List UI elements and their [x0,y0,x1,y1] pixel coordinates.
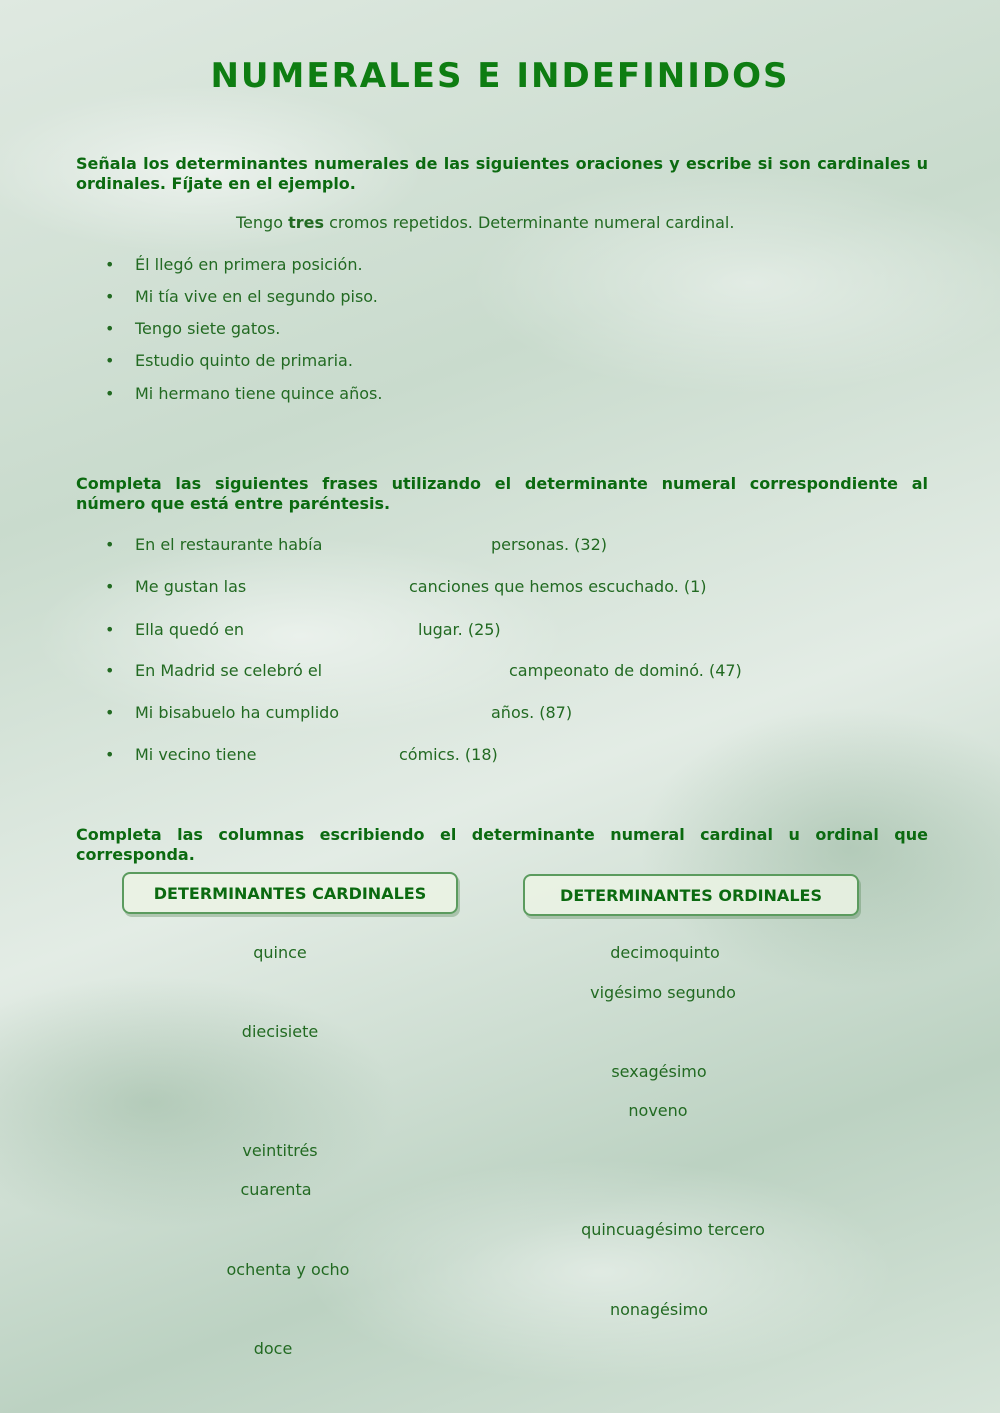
section2-item-after: canciones que hemos escuchado. (1) [409,577,707,596]
cardinal-cell: cuarenta [240,1180,312,1199]
bullet-icon: • [105,319,115,338]
cardinal-cell: ochenta y ocho [226,1260,350,1279]
ordinal-cell: quincuagésimo tercero [581,1220,765,1239]
section1-instruction: Señala los determinantes numerales de las siguientes oraciones y escribe si son cardinales u ordinales. Fíjate en el ejemplo. [76,154,928,193]
bullet-icon: • [105,577,115,596]
example-before: Tengo [236,213,283,232]
cardinal-cell: doce [253,1339,293,1358]
section2-item: • En el restaurante había [105,535,323,554]
bullet-icon: • [105,661,115,680]
bullet-icon: • [105,620,115,639]
section1-item: • Mi tía vive en el segundo piso. [105,287,378,306]
bullet-icon: • [105,255,115,274]
section2-item: • Mi bisabuelo ha cumplido [105,703,340,722]
ordinal-cell: decimoquinto [610,943,720,962]
ordinal-cell: sexagésimo [611,1062,707,1081]
bullet-icon: • [105,535,115,554]
cardinal-cell: quince [253,943,307,962]
cardinal-cell: diecisiete [241,1022,319,1041]
ordinal-cell: noveno [628,1101,688,1120]
ordinal-cell: vigésimo segundo [590,983,736,1002]
section1-item: • Tengo siete gatos. [105,319,281,338]
section2-item-after: años. (87) [491,703,573,722]
example-sentence [236,213,734,232]
section3-instruction: Completa las columnas escribiendo el determinante numeral cardinal u ordinal que corresponda. [76,825,928,864]
section2-item: • Mi vecino tiene [105,745,257,764]
section2-item: • Me gustan las [105,577,247,596]
cardinal-cell: veintitrés [242,1141,318,1160]
section2-item: • Ella quedó en [105,620,245,639]
cardinal-column-header: DETERMINANTES CARDINALES [122,872,458,914]
bullet-icon: • [105,745,115,764]
example-after: cromos repetidos. Determinante numeral cardinal. [329,213,735,232]
bullet-icon: • [105,287,115,306]
section1-item: • Estudio quinto de primaria. [105,351,353,370]
section2-instruction: Completa las siguientes frases utilizando el determinante numeral correspondiente al número que está entre paréntesis. [76,474,928,513]
ordinal-column-header: DETERMINANTES ORDINALES [523,874,859,916]
section2-item-after: campeonato de dominó. (47) [509,661,742,680]
section1-item: • Él llegó en primera posición. [105,255,363,274]
section2-item-after: cómics. (18) [399,745,498,764]
example-highlight: tres [288,213,324,232]
ordinal-cell: nonagésimo [609,1300,709,1319]
bullet-icon: • [105,703,115,722]
bullet-icon: • [105,384,115,403]
section2-item: • En Madrid se celebró el [105,661,323,680]
section2-item-after: lugar. (25) [418,620,501,639]
section2-item-after: personas. (32) [491,535,607,554]
section1-item: • Mi hermano tiene quince años. [105,384,383,403]
page-title: NUMERALES E INDEFINIDOS [210,56,790,96]
bullet-icon: • [105,351,115,370]
